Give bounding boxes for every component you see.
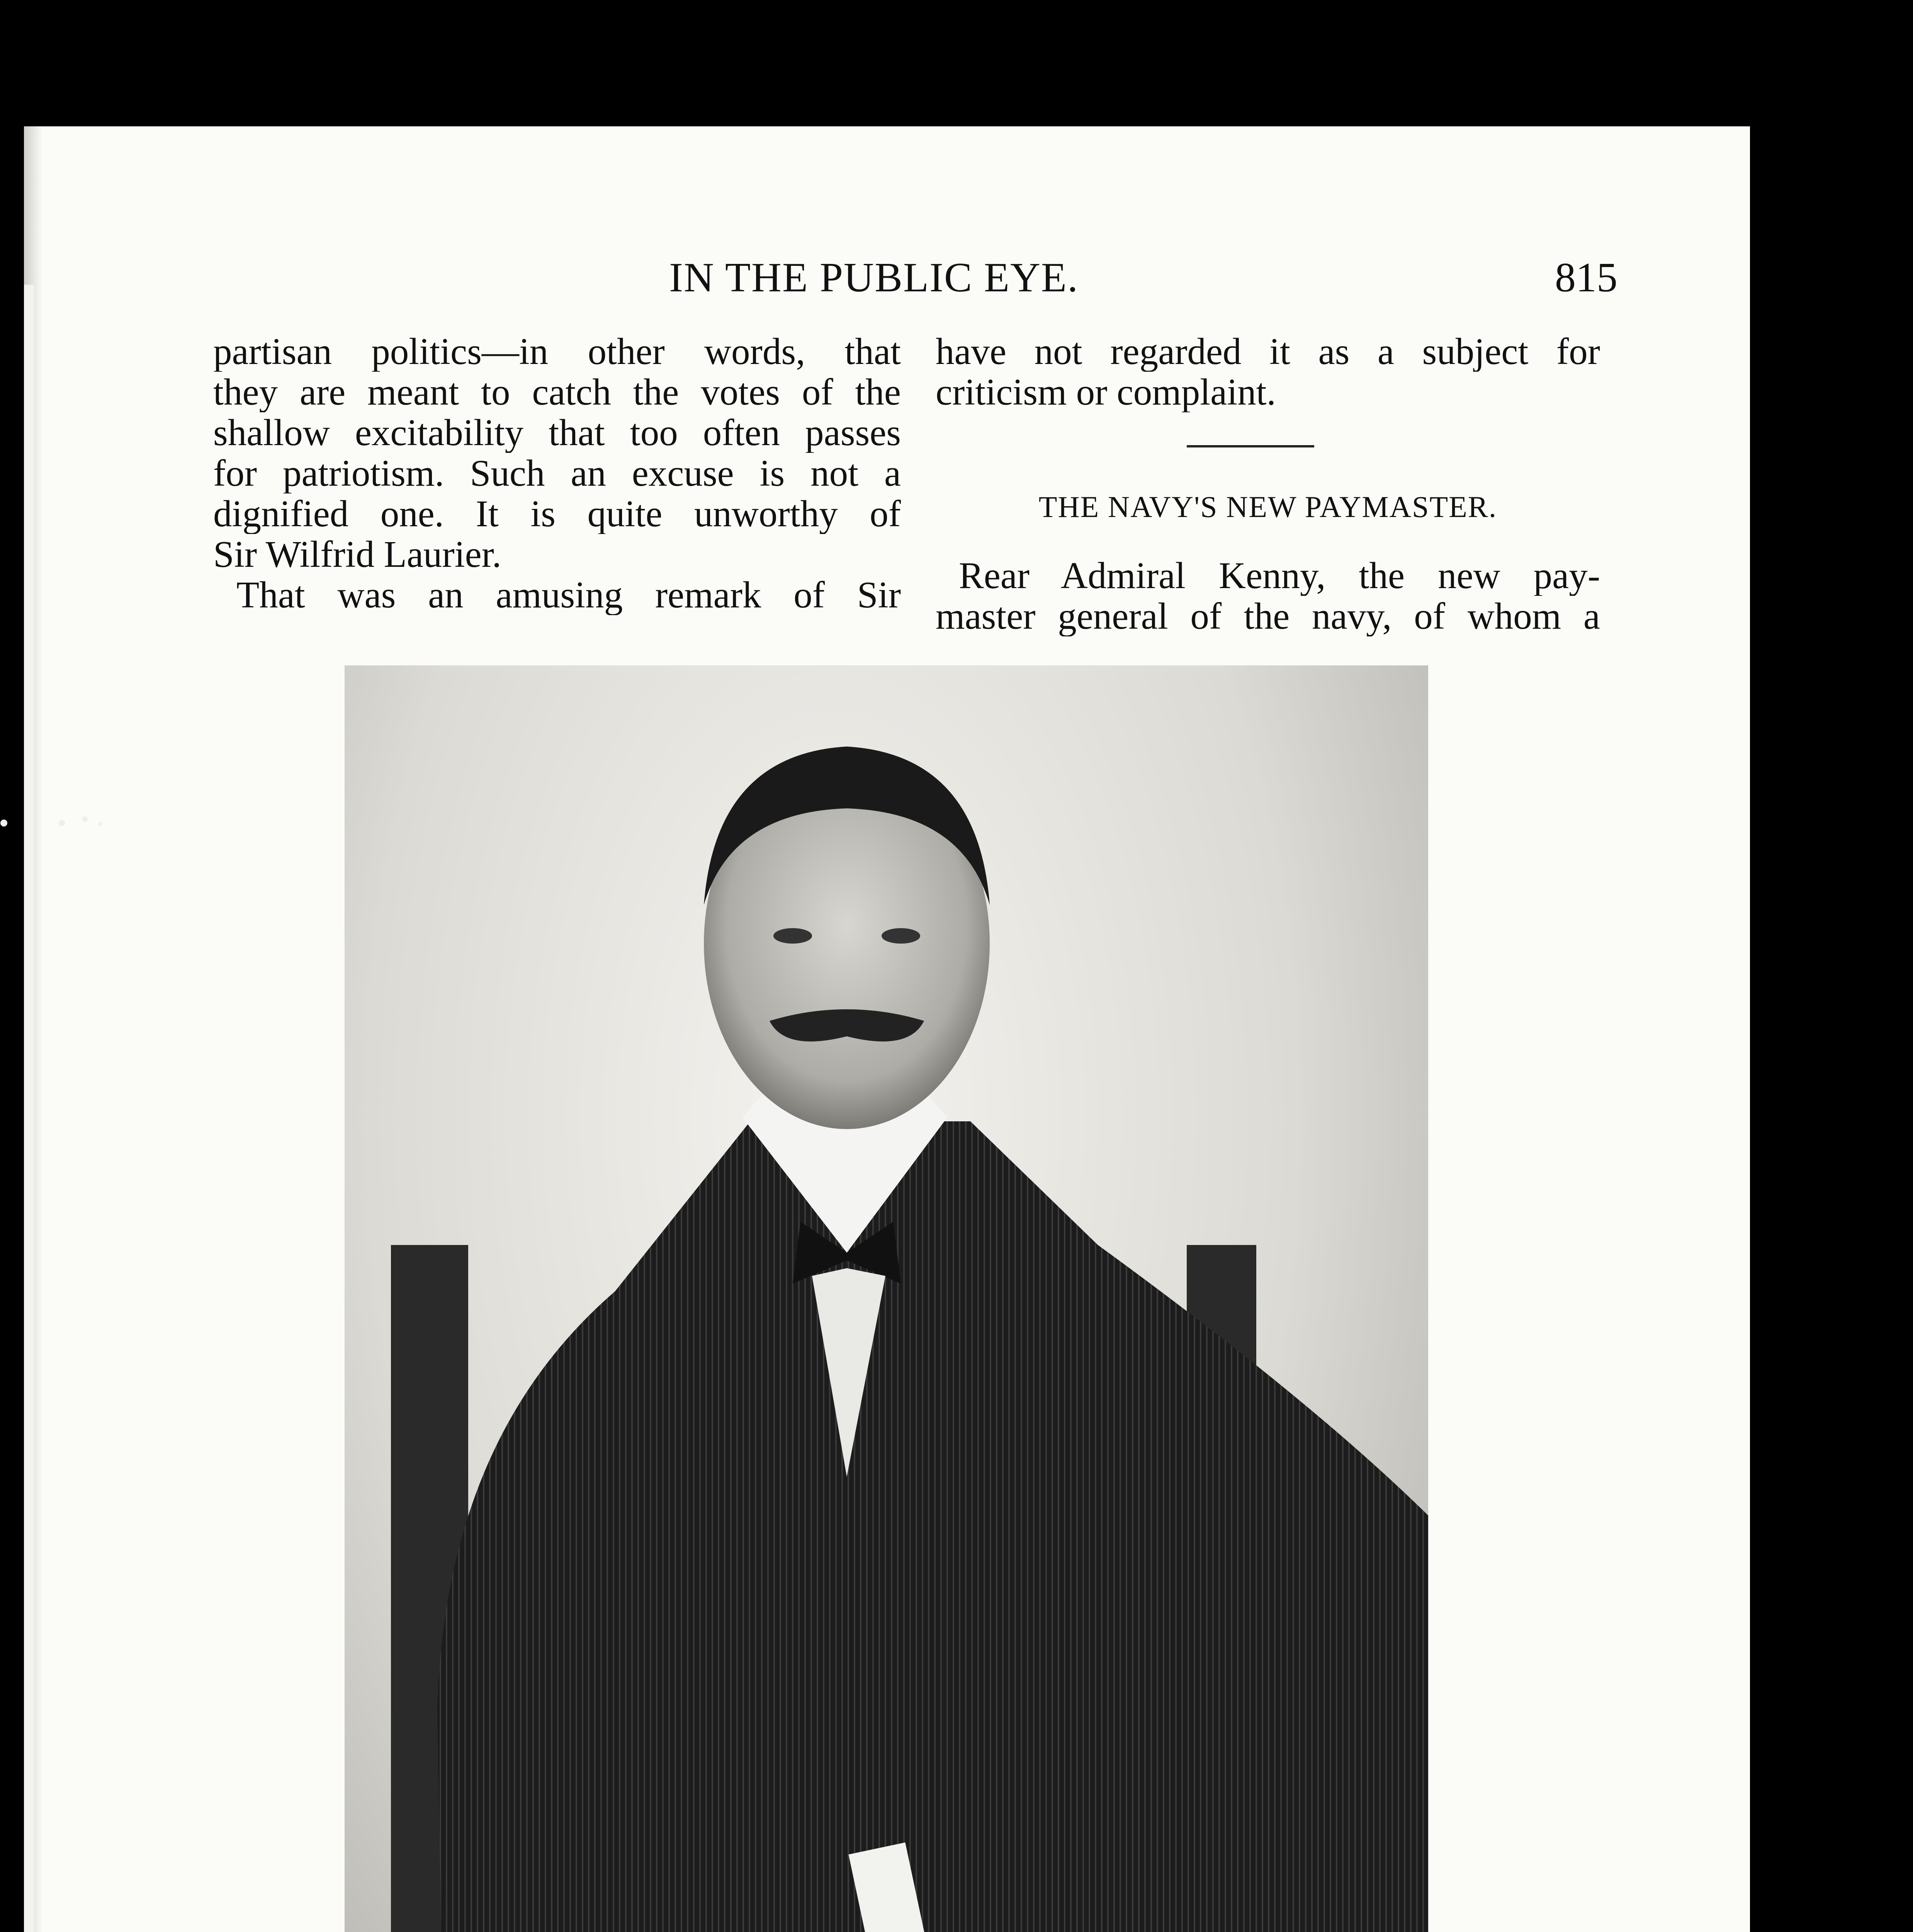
text-line: they are meant to catch the votes of the <box>213 372 901 412</box>
text-line: Sir Wilfrid Laurier. <box>213 534 501 575</box>
right-eye <box>882 928 920 944</box>
magazine-page <box>24 126 1750 1932</box>
text-line: criticism or complaint. <box>936 372 1276 412</box>
scan-specks <box>0 811 116 835</box>
section-divider <box>1187 445 1314 447</box>
text-line: have not regarded it as a subject for <box>936 331 1600 372</box>
portrait-illustration <box>345 665 1428 1932</box>
page-number: 815 <box>1555 255 1617 301</box>
section-heading: THE NAVY'S NEW PAYMASTER. <box>1038 490 1497 524</box>
suit <box>437 1121 1428 1932</box>
text-line: Rear Admiral Kenny, the new pay- <box>959 555 1600 596</box>
text-line: dignified one. It is quite unworthy of <box>213 493 901 534</box>
text-line: for patriotism. Such an excuse is not a <box>213 453 901 493</box>
top-left-column <box>213 331 901 615</box>
top-right-column <box>936 331 1600 412</box>
running-head: IN THE PUBLIC EYE. <box>669 255 1079 301</box>
text-line: That was an amusing remark of Sir <box>236 575 901 615</box>
top-right-column-continued <box>936 555 1600 636</box>
portrait-photograph <box>345 665 1428 1932</box>
previous-page-edge <box>24 285 34 1932</box>
text-line: master general of the navy, of whom a <box>936 596 1600 636</box>
left-eye <box>773 928 812 944</box>
text-line: partisan politics—in other words, that <box>213 331 901 372</box>
text-line: shallow excitability that too often passes <box>213 412 901 453</box>
